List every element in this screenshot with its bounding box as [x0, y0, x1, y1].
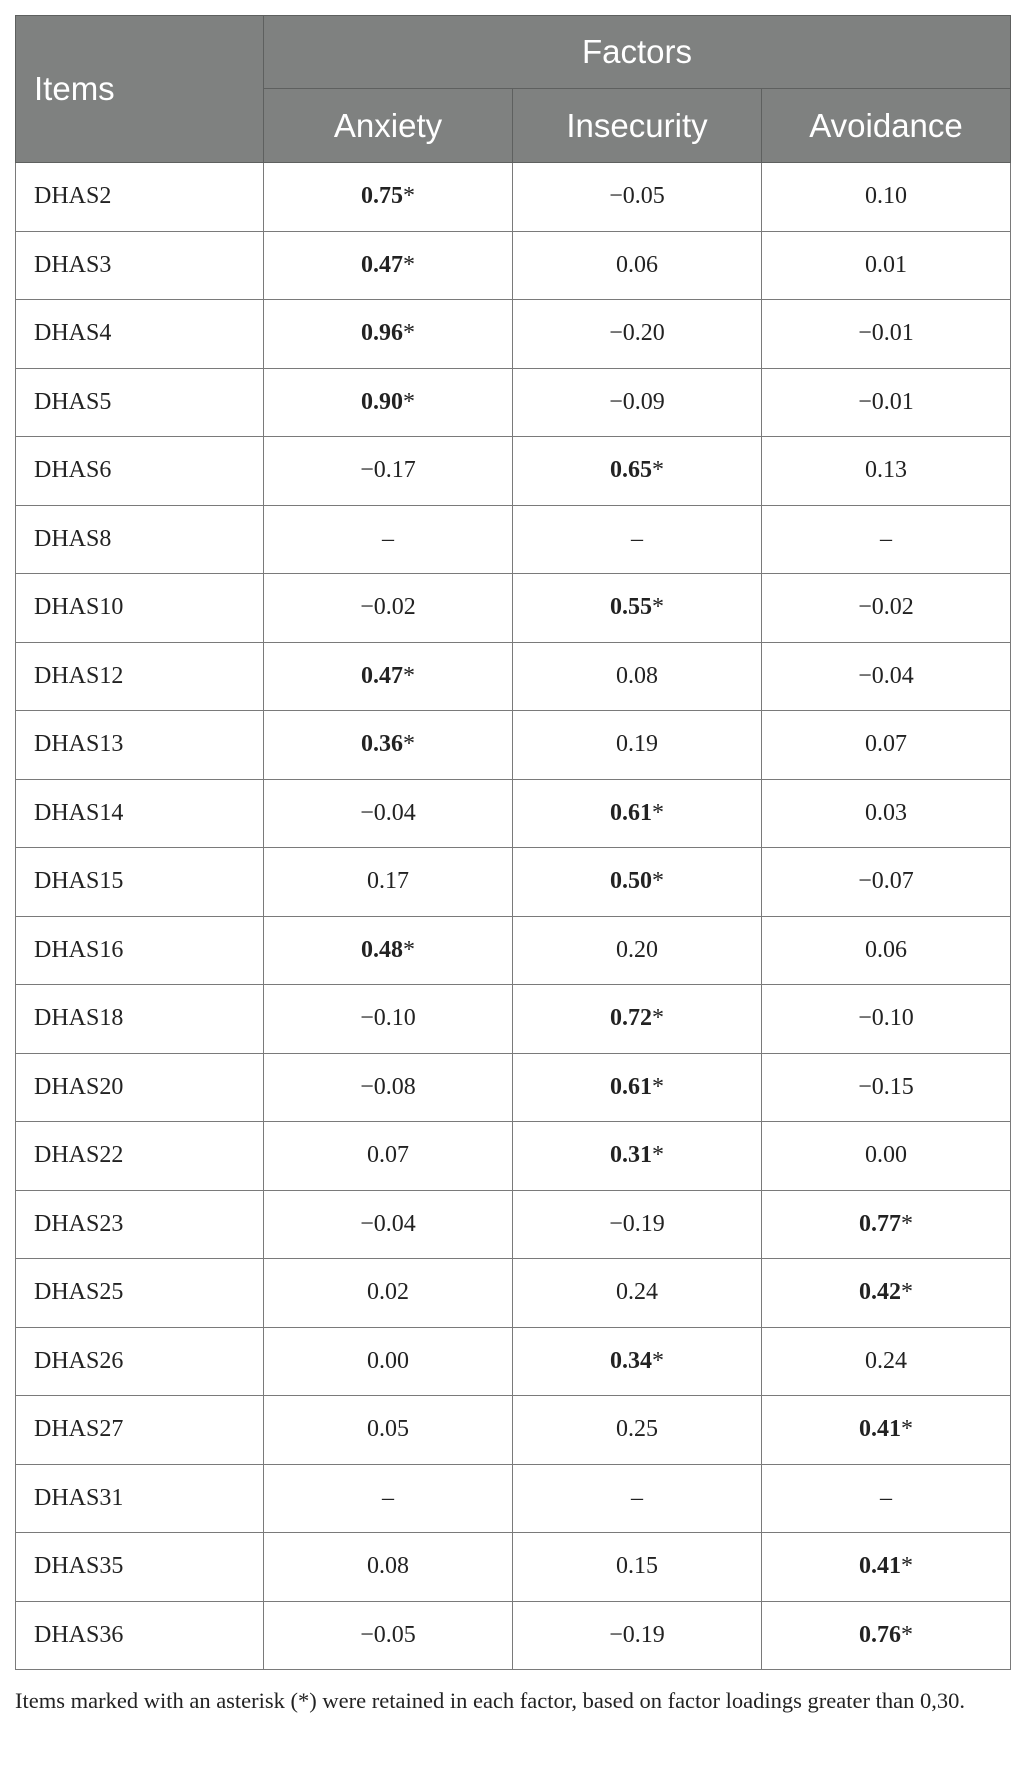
- loading-value: 0.41: [859, 1416, 902, 1443]
- avoidance-loading-cell: [762, 985, 1011, 1054]
- avoidance-loading-cell: [762, 231, 1011, 300]
- loading-value: 0.48: [361, 936, 403, 963]
- avoidance-loading-cell: [762, 163, 1011, 232]
- item-cell: DHAS5: [16, 368, 264, 437]
- insecurity-loading-cell: [513, 1533, 762, 1602]
- avoidance-loading-cell: [762, 437, 1011, 506]
- loading-value: 0.08: [616, 662, 658, 689]
- loading-value: –: [631, 1484, 643, 1511]
- retained-asterisk: *: [403, 936, 415, 963]
- table-row: [16, 1053, 1011, 1122]
- insecurity-column-header: Insecurity: [513, 89, 762, 163]
- retained-asterisk: *: [652, 799, 664, 826]
- anxiety-loading-cell: [264, 848, 513, 917]
- table-row: [16, 1533, 1011, 1602]
- loading-value: −0.04: [360, 799, 416, 826]
- retained-asterisk: *: [652, 1005, 664, 1032]
- anxiety-loading-cell: [264, 1464, 513, 1533]
- avoidance-loading-cell: [762, 1601, 1011, 1670]
- item-cell: DHAS16: [16, 916, 264, 985]
- anxiety-loading-cell: [264, 437, 513, 506]
- loading-value: 0.24: [616, 1279, 658, 1306]
- table-row: [16, 300, 1011, 369]
- table-row: [16, 1464, 1011, 1533]
- avoidance-loading-cell: [762, 574, 1011, 643]
- insecurity-loading-cell: [513, 1327, 762, 1396]
- retained-asterisk: *: [652, 1142, 664, 1169]
- item-cell: DHAS25: [16, 1259, 264, 1328]
- loading-value: 0.31: [610, 1142, 652, 1169]
- item-cell: DHAS6: [16, 437, 264, 506]
- anxiety-loading-cell: [264, 711, 513, 780]
- retained-asterisk: *: [652, 594, 664, 621]
- anxiety-loading-cell: [264, 642, 513, 711]
- anxiety-loading-cell: [264, 231, 513, 300]
- item-cell: DHAS31: [16, 1464, 264, 1533]
- loading-value: −0.20: [609, 320, 665, 347]
- insecurity-loading-cell: [513, 1190, 762, 1259]
- loading-value: −0.08: [360, 1073, 416, 1100]
- insecurity-loading-cell: [513, 848, 762, 917]
- insecurity-loading-cell: [513, 163, 762, 232]
- loading-value: 0.05: [367, 1416, 409, 1443]
- retained-asterisk: *: [403, 662, 415, 689]
- loading-value: –: [631, 525, 643, 552]
- loading-value: 0.07: [865, 731, 908, 758]
- item-cell: DHAS13: [16, 711, 264, 780]
- item-cell: DHAS18: [16, 985, 264, 1054]
- insecurity-loading-cell: [513, 505, 762, 574]
- avoidance-loading-cell: [762, 1190, 1011, 1259]
- insecurity-loading-cell: [513, 985, 762, 1054]
- table-row: [16, 916, 1011, 985]
- avoidance-loading-cell: [762, 916, 1011, 985]
- anxiety-loading-cell: [264, 1327, 513, 1396]
- item-cell: DHAS36: [16, 1601, 264, 1670]
- insecurity-loading-cell: [513, 779, 762, 848]
- table-row: [16, 1259, 1011, 1328]
- table-row: [16, 779, 1011, 848]
- table-row: [16, 711, 1011, 780]
- loading-value: 0.36: [361, 731, 403, 758]
- retained-asterisk: *: [652, 457, 664, 484]
- item-cell: DHAS2: [16, 163, 264, 232]
- item-cell: DHAS14: [16, 779, 264, 848]
- item-cell: DHAS8: [16, 505, 264, 574]
- avoidance-loading-cell: [762, 779, 1011, 848]
- loading-value: 0.65: [610, 457, 652, 484]
- items-column-header: Items: [16, 16, 264, 163]
- loading-value: 0.61: [610, 799, 652, 826]
- anxiety-loading-cell: [264, 574, 513, 643]
- avoidance-loading-cell: [762, 1122, 1011, 1191]
- loading-value: 0.24: [865, 1347, 908, 1374]
- table-row: [16, 1601, 1011, 1670]
- anxiety-loading-cell: [264, 1259, 513, 1328]
- anxiety-loading-cell: [264, 1396, 513, 1465]
- loading-value: 0.03: [865, 799, 908, 826]
- table-row: [16, 505, 1011, 574]
- loading-value: −0.19: [609, 1210, 665, 1237]
- retained-asterisk: *: [901, 1279, 914, 1306]
- insecurity-loading-cell: [513, 368, 762, 437]
- avoidance-loading-cell: [762, 1464, 1011, 1533]
- factor-loadings-table: [15, 15, 1011, 1670]
- item-cell: DHAS15: [16, 848, 264, 917]
- loading-value: −0.05: [360, 1621, 416, 1648]
- loading-value: −0.15: [858, 1073, 914, 1100]
- item-cell: DHAS3: [16, 231, 264, 300]
- factor-loadings-table-container: [15, 15, 1011, 1670]
- loading-value: 0.50: [610, 868, 652, 895]
- avoidance-loading-cell: [762, 300, 1011, 369]
- retained-asterisk: *: [652, 868, 664, 895]
- retained-asterisk: *: [403, 320, 415, 347]
- anxiety-loading-cell: [264, 163, 513, 232]
- loading-value: 0.06: [865, 936, 908, 963]
- retained-asterisk: *: [652, 1073, 664, 1100]
- retained-asterisk: *: [403, 251, 415, 278]
- table-row: [16, 642, 1011, 711]
- anxiety-column-header: Anxiety: [264, 89, 513, 163]
- loading-value: 0.96: [361, 320, 403, 347]
- loading-value: −0.04: [858, 662, 914, 689]
- loading-value: 0.76: [859, 1621, 902, 1648]
- anxiety-loading-cell: [264, 916, 513, 985]
- loading-value: −0.01: [858, 320, 914, 347]
- loading-value: 0.17: [367, 868, 409, 895]
- avoidance-loading-cell: [762, 848, 1011, 917]
- insecurity-loading-cell: [513, 1259, 762, 1328]
- anxiety-loading-cell: [264, 1190, 513, 1259]
- table-footnote: Items marked with an asterisk (*) were retained in each factor, based on factor loadings greater than 0,30.: [15, 1688, 965, 1713]
- loading-value: 0.25: [616, 1416, 658, 1443]
- retained-asterisk: *: [403, 183, 415, 210]
- table-body: [16, 163, 1011, 1670]
- factors-group-header: Factors: [264, 16, 1011, 89]
- loading-value: 0.06: [616, 251, 658, 278]
- loading-value: 0.42: [859, 1279, 902, 1306]
- loading-value: 0.07: [367, 1142, 409, 1169]
- avoidance-column-header: Avoidance: [762, 89, 1011, 163]
- table-row: [16, 1122, 1011, 1191]
- item-cell: DHAS35: [16, 1533, 264, 1602]
- loading-value: −0.19: [609, 1621, 665, 1648]
- table-row: [16, 163, 1011, 232]
- insecurity-loading-cell: [513, 437, 762, 506]
- loading-value: 0.10: [865, 183, 908, 210]
- retained-asterisk: *: [901, 1621, 914, 1648]
- table-row: [16, 848, 1011, 917]
- item-cell: DHAS22: [16, 1122, 264, 1191]
- avoidance-loading-cell: [762, 1327, 1011, 1396]
- loading-value: −0.02: [858, 594, 914, 621]
- loading-value: −0.01: [858, 388, 914, 415]
- loading-value: –: [382, 525, 394, 552]
- loading-value: 0.90: [361, 388, 403, 415]
- table-header: [16, 16, 1011, 163]
- retained-asterisk: *: [403, 731, 415, 758]
- retained-asterisk: *: [901, 1210, 914, 1237]
- loading-value: 0.41: [859, 1553, 902, 1580]
- table-row: [16, 985, 1011, 1054]
- loading-value: 0.72: [610, 1005, 652, 1032]
- loading-value: 0.77: [859, 1210, 902, 1237]
- loading-value: −0.17: [360, 457, 416, 484]
- loading-value: 0.02: [367, 1279, 409, 1306]
- loading-value: −0.07: [858, 868, 914, 895]
- anxiety-loading-cell: [264, 505, 513, 574]
- table-row: [16, 1327, 1011, 1396]
- table-row: [16, 574, 1011, 643]
- avoidance-loading-cell: [762, 505, 1011, 574]
- table-row: [16, 368, 1011, 437]
- loading-value: 0.01: [865, 251, 908, 278]
- loading-value: 0.00: [367, 1347, 409, 1374]
- loading-value: –: [880, 1484, 893, 1511]
- loading-value: –: [880, 525, 893, 552]
- avoidance-loading-cell: [762, 1053, 1011, 1122]
- loading-value: 0.47: [361, 251, 403, 278]
- insecurity-loading-cell: [513, 642, 762, 711]
- avoidance-loading-cell: [762, 1259, 1011, 1328]
- item-cell: DHAS20: [16, 1053, 264, 1122]
- loading-value: 0.13: [865, 457, 908, 484]
- avoidance-loading-cell: [762, 1533, 1011, 1602]
- insecurity-loading-cell: [513, 916, 762, 985]
- insecurity-loading-cell: [513, 1601, 762, 1670]
- item-cell: DHAS27: [16, 1396, 264, 1465]
- anxiety-loading-cell: [264, 368, 513, 437]
- loading-value: −0.05: [609, 183, 665, 210]
- loading-value: 0.19: [616, 731, 658, 758]
- loading-value: 0.55: [610, 594, 652, 621]
- loading-value: 0.20: [616, 936, 658, 963]
- avoidance-loading-cell: [762, 711, 1011, 780]
- anxiety-loading-cell: [264, 779, 513, 848]
- insecurity-loading-cell: [513, 231, 762, 300]
- loading-value: 0.15: [616, 1553, 658, 1580]
- retained-asterisk: *: [652, 1347, 664, 1374]
- anxiety-loading-cell: [264, 985, 513, 1054]
- loading-value: −0.10: [360, 1005, 416, 1032]
- table-row: [16, 231, 1011, 300]
- loading-value: 0.34: [610, 1347, 652, 1374]
- insecurity-loading-cell: [513, 300, 762, 369]
- loading-value: 0.61: [610, 1073, 652, 1100]
- insecurity-loading-cell: [513, 574, 762, 643]
- retained-asterisk: *: [403, 388, 415, 415]
- loading-value: 0.47: [361, 662, 403, 689]
- insecurity-loading-cell: [513, 711, 762, 780]
- anxiety-loading-cell: [264, 1053, 513, 1122]
- anxiety-loading-cell: [264, 300, 513, 369]
- insecurity-loading-cell: [513, 1053, 762, 1122]
- retained-asterisk: *: [901, 1416, 914, 1443]
- loading-value: 0.08: [367, 1553, 409, 1580]
- item-cell: DHAS23: [16, 1190, 264, 1259]
- insecurity-loading-cell: [513, 1122, 762, 1191]
- loading-value: 0.75: [361, 183, 403, 210]
- anxiety-loading-cell: [264, 1533, 513, 1602]
- table-row: [16, 1396, 1011, 1465]
- loading-value: −0.02: [360, 594, 416, 621]
- table-row: [16, 437, 1011, 506]
- avoidance-loading-cell: [762, 1396, 1011, 1465]
- anxiety-loading-cell: [264, 1122, 513, 1191]
- item-cell: DHAS4: [16, 300, 264, 369]
- loading-value: −0.09: [609, 388, 665, 415]
- retained-asterisk: *: [901, 1553, 914, 1580]
- item-cell: DHAS12: [16, 642, 264, 711]
- loading-value: −0.10: [858, 1005, 914, 1032]
- loading-value: –: [382, 1484, 394, 1511]
- avoidance-loading-cell: [762, 368, 1011, 437]
- insecurity-loading-cell: [513, 1396, 762, 1465]
- avoidance-loading-cell: [762, 642, 1011, 711]
- loading-value: −0.04: [360, 1210, 416, 1237]
- loading-value: 0.00: [865, 1142, 908, 1169]
- item-cell: DHAS26: [16, 1327, 264, 1396]
- anxiety-loading-cell: [264, 1601, 513, 1670]
- item-cell: DHAS10: [16, 574, 264, 643]
- table-row: [16, 1190, 1011, 1259]
- insecurity-loading-cell: [513, 1464, 762, 1533]
